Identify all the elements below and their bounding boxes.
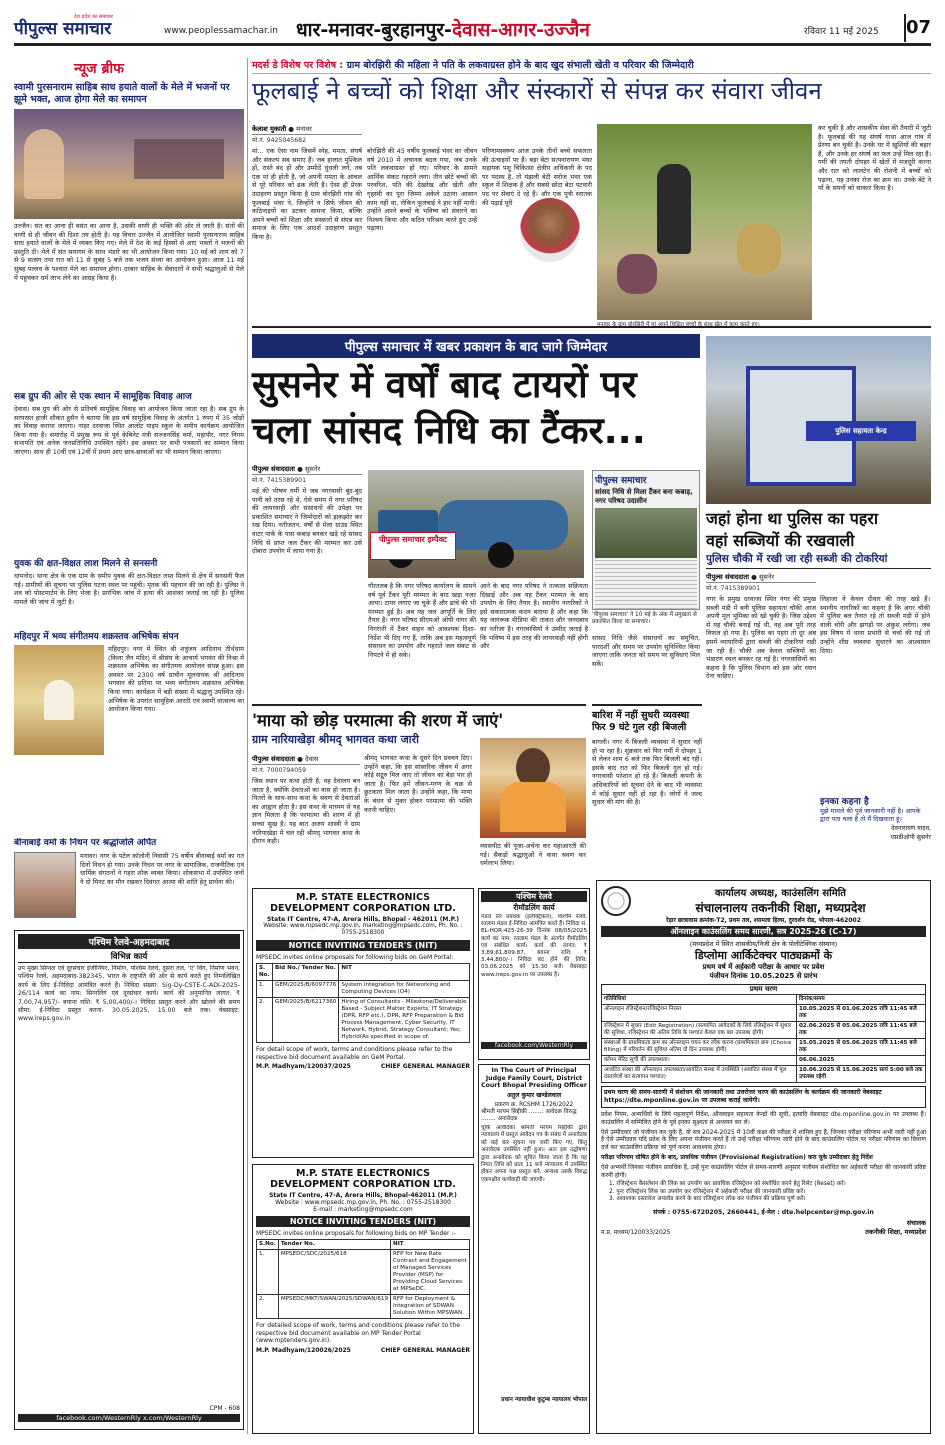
story1-portrait	[520, 198, 580, 262]
ad2-intro: MPSEDC invites online proposals for following bids on MP Tender :-	[256, 1230, 456, 1237]
tech-th-date: दिनांक/समय	[797, 995, 926, 1005]
ad1-th-bid: Bid No./ Tender No.	[273, 964, 339, 981]
story3-mobile: मो.नं. 7415389901	[706, 585, 761, 592]
story1-col2: बोरझिरी की 45 वर्षीय फूलबाई भंवर का जीवन वर्ष 2010 में अचानक बदल गया, जब उनके पति लकवाग्रस्त हो गए। परिवार के सामने आर्थिक संकट गहराने लगा। तीन छोटे बच्चों की परवरिश, पति की देखरेख और खेती और गृहस्थी का पूरा जिम्मा अकेले उठाना आसान काम नहीं था, लेकिन फूलबाई ने हार नहीं मानी। उन्होंने अपने बच्चों के भविष्य को संवारने का निश्चय किया और कठिन परिश्रम करते हुए उन्हें पढ़ाया।	[367, 147, 477, 233]
ad-mpsedc-mptender	[252, 1164, 474, 1434]
table-row: संस्थाओं के प्राथमिकता क्रम का ऑनलाइन चयन कर लॉक करना (प्राथमिकता क्रम (Choice filling) में परिवर्तन की सुविधा अंतिम दो दिन उपलब्ध होगी) 15.05.2025 से 05.06.2025 रात्रि 11:45 बजे तक	[602, 1039, 926, 1056]
story4-byline: पीपुल्स संवाददाता ● देवास	[252, 754, 360, 765]
story2-photo	[368, 470, 584, 578]
ad1-title: M.P. STATE ELECTRONICS DEVELOPMENT CORPORATION LTD.	[270, 892, 456, 914]
news-brief-label: न्यूज ब्रीफ	[74, 61, 124, 77]
column-rule	[247, 58, 248, 1434]
railway-ad-social: facebook.com/WesternRly x.com/WesternRly	[18, 1414, 240, 1422]
tech-title-2: संचालनालय तकनीकी शिक्षा, मध्यप्रदेश	[695, 901, 866, 915]
story1-photo	[597, 124, 812, 320]
story3-byline-place: सुसनेर	[758, 573, 775, 581]
rail2-body: मंडल रेल प्रबंधक (इलेक्ट्रिकल), पश्चिम रेलवे, रतलाम मंडल ई-निविदा आमंत्रित करते हैं। निविदा सं. EL-HQR-425-26-39 दिनांक 08/05/2025 कार्य का नाम: रतलाम मंडल के अंतर्गत रीमॉडलिंग एवं संबंधित कार्य। कार्य की लागत: ₹ 3,89,61,809.87, बयाना राशि: ₹ 3,44,800/-। निविदा बंद होने की तिथि: 03.06.2025 को 15.30 बजे। वेबसाइट www.ireps.gov.in पर उपलब्ध है।	[481, 914, 587, 978]
tech-sign-1: संचालक	[906, 1218, 926, 1227]
ad1-sign: CHIEF GENERAL MANAGER	[380, 1063, 470, 1070]
tech-contact: संपर्क : 0755-6720205, 2660441, ई-मेल : dte.helpcenter@mp.gov.in	[653, 1208, 874, 1216]
brief-5-headline: बीनाबाई वर्मा के निधन पर श्रद्धांजलि अर्पित	[14, 838, 157, 848]
tech-point-3: परीक्षा परिणाम घोषित होने के बाद, प्रावधिक पंजीयन (Provisional Registration) करा चुके उम्मीदवार हेतु निर्देश	[601, 1153, 873, 1161]
table-row: 1. GEM/2025/B/6097776 System Integration for Networking and Computing Devices (O4)	[257, 981, 470, 998]
ad2-address: State IT Centre, 47-A, Arera Hills, Bhopal-462011 (M.P.)	[269, 1192, 457, 1199]
story2-mobile: मो.नं. 7415389901	[252, 477, 307, 484]
story2-byline-place: सुसनेर	[304, 465, 321, 473]
story2-byline-name: पीपुल्स संवाददाता	[252, 465, 296, 473]
court-case: प्रकरण क्र. RCSHM 1726/2022	[494, 1101, 574, 1108]
story4-photo	[480, 738, 586, 838]
story2-col3: आने के बाद नगर परिषद ने तत्काल सक्रियता दिखाई और अब यह टैंकर मरम्मत के बाद उपयोग के लिए तैयार है। स्थानीय नागरिकों ने इसे सकारात्मक कदम बताया है और कहा कि यह जागरूक मीडिया की ताकत और जनदबाव का नतीजा है। नगरवासियों ने उम्मीद जताई है कि भविष्य में इस तरह की लापरवाही नहीं होगी और	[480, 582, 588, 651]
ad2-th-tender: Tender No.	[278, 1240, 390, 1250]
ad1-ref: M.P. Madhyam/120037/2025	[256, 1063, 351, 1070]
masthead	[14, 14, 931, 46]
story2-columns	[368, 582, 588, 694]
story2-col2: गौरतलब है कि नगर परिषद कार्यालय के सामने वर्ष पूर्व टैंकर पूरी मरम्मत के बाद खड़ा नज़र आया। टायर लगाए जा चुके हैं और ढांचे की भी मरम्मत हुई है। अब यह जल आपूर्ति के लिए तैयार है। नगर परिषद सीएमओ ओपी नागर की निगरानी में टैंकर वाहन को आवश्यक दिशा-निर्देश भी दिए गए हैं, ताकि अब इस महत्वपूर्ण संसाधन का उपयोग और गहराते जल संकट से निपटने में हो सके।	[368, 582, 476, 659]
tech-point-1: प्रवेश नियम, अभ्यर्थियों के लिये महत्वपूर्ण निर्देश, ऑनलाइन सहायता केन्द्रों की सूची, इत्यादि वेबसाइट dte.mponline.gov.in पर उपलब्ध हैं। काउंसलिंग में सम्मिलित होने के पूर्व इनका सूक्ष्मता से अध्ययन कर लें।	[601, 1111, 926, 1126]
story1-byline-name: केलाश मुकाती	[252, 125, 287, 133]
story3-col2: लिहाजा वे केवल दीवार की तरह खड़े हैं। स्थानीय नागरिकों का कहना है कि अगर चौकी में पुलिस बल तैनात रहे तो सब्जी मंडी में होने वाली चोरी और झगड़ों पर अंकुश लगेगा। जब इस विषय में थाना प्रभारी से चर्चा की गई तो उन्होंने शीघ्र व्यवस्था सुधारने का आश्वासन दिया।	[820, 595, 930, 655]
mp-emblem-icon	[601, 886, 631, 916]
brief-5-body: मनावर। नगर के पटेल कॉलोनी निवासी 75 वर्षीय बीनाबाई वर्मा का गत दिनों निधन हो गया। उनके निधन पर नगर के सामाजिक, राजनीतिक एवं धार्मिक संगठनों ने गहरा शोक व्यक्त किया। शोकसभा में उपस्थित जनों ने दो मिनट का मौन रखकर दिवंगत आत्मा की शांति हेतु प्रार्थना की।	[80, 852, 244, 886]
court-parties: श्रीमती मरयम सिद्दीकी ........ आवेदक विरुद्ध ........ अनावेदक	[481, 1108, 577, 1122]
table-row: आवंटित संस्था की ऑनलाइन उपलब्धता/आवंटित संस्था में उपस्थिति (आवंटित संस्था में मूल दस्तावेजों का सत्यापन पश्चात) 10.06.2025 से 15.06.2025 सायं 5:00 बजे तक उपलब्ध रहेगी	[602, 1066, 926, 1083]
clip-headline: सांसद निधि से मिला टैंकर बना कबाड़, नगर परिषद उदासीन	[595, 488, 693, 505]
story2-col4: सांसद निधि जैसे संसाधनों का समुचित, पारदर्शी और समय पर उपयोग सुनिश्चित किया जाएगा ताकि जनता को समय पर सुविधाएं मिल सकें।	[592, 634, 700, 668]
story1-col4: कर चुकी है और शासकीय सेवा की तैयारी में जुटी है। फूलबाई की यह संघर्ष गाथा आज गांव में प्रेरणा बन चुकी है। उनके घर में खुशियों की बहार है, और उनके हर संघर्ष का फल उन्हें मिल रहा है। गर्मी की तपती दोपहर में खेतों में मजदूरी करना और रात को लालटेन की रोशनी में बच्चों को पढ़ाना, यह उनका रोज का क्रम था। उनके बेटे ने माँ के सपनों को साकार किया है।	[818, 124, 931, 193]
ad2-th-sno: S.No.	[257, 1240, 279, 1250]
edition-title	[296, 16, 590, 42]
story2-clipping	[592, 470, 700, 610]
brief-5	[14, 838, 244, 924]
story3-photo	[706, 336, 931, 504]
court-judge: अतुल कुमार खण्डेलवाल	[506, 1091, 562, 1099]
tech-address: रेड़ार छात्रावास क्रमांक-T2, प्रथम तल, श्यामला हिल्स, दुरदर्शन रोड, भोपाल-462002	[666, 917, 861, 924]
story4-byline-place: देवास	[304, 755, 319, 763]
story1-col3: परिणामस्वरूप आज उनके तीनों बच्चे सफलता की ऊंचाइयों पर हैं। बड़ा बेटा सत्यनारायण भंवर सहायक पशु चिकित्सा क्षेत्रीय अधिकारी के पद पर पदस्थ है, तो मंझली बेटी सरोज भंवर एक स्कूल में शिक्षक है और सबसे छोटा बेटा पटवारी पद पर सेवाएं दे रहे हैं। और एक पुत्री स्नातक की पढ़ाई पूरी	[482, 147, 592, 207]
tech-schedule-title: ऑनलाइन काउंसलिंग समय सारणी, सत्र 2025-26 (C-17)	[601, 926, 926, 937]
website: www.peoplessamachar.in	[164, 26, 278, 36]
story4-col1: जिस स्थान पर कथा होती है, वह देवालय बन जाता है, क्योंकि देवताओं का वास हो जाता है। पितरों के साथ-साथ कथा के श्रवण से देवताओं का आह्वान होता है। इस कथा के माध्यम से यह ज्ञान मिलता है कि परमात्मा की शरण में ही सच्चा सुख है। यह बात अजय शास्त्री ने ग्राम नारियाखेड़ा में चल रही श्रीमद् भागवत कथा के दौरान कही।	[252, 777, 360, 846]
story1-mobile: मो.नं. 9425045682	[252, 137, 307, 144]
kehna-name: देवनारायण यादव,	[891, 825, 931, 832]
court-title: In The Court of Principal Judge Family Court, District Court Bhopal Presiding Officer	[481, 1067, 587, 1089]
ad2-website: Website : www.mpsedc.mp.gov.in, Ph. No. : 0755-2518300	[275, 1199, 451, 1206]
brief-1-headline: स्वामी पुरसनाराम साहिब साध हयाते वालों के मेले में भजनों पर झूमे भक्त, आज होगा मेले का समापन	[14, 82, 230, 105]
railway-ad-body: उप मुख्य सिग्नल एवं दूरसंचार इंजीनियर, निर्माण, पश्चिम रेलवे, दूसरा तल, 'ए' विंग, निर्माण भवन, पश्चिम रेलवे, अहमदाबाद-382345, भारत के राष्ट्रपति की ओर से कार्य करते हुए निम्नलिखित कार्य के लिए ई-निविदा आमंत्रित करते हैं। निविदा संख्या: Sig-Dy-CSTE-C-ADI-2025-26/114 कार्य का नाम: सिग्नलिंग एवं दूरसंचार कार्य। कार्य की अनुमानित लागत: ₹ 7,00,74,957/- बयाना राशि: ₹ 5,00,400/-। निविदा प्रस्तुत करने और खोलने की समय सीमा: ई-निविदा प्रस्तुत करना- 30.05.2025, 15.00 बजे तक। वेबसाइट: www.ireps.gov.in	[18, 965, 240, 1023]
table-row: ऑनलाइन रजिस्ट्रेशन/रजिस्ट्रेशन निरस्त 10.05.2025 से 01.06.2025 रात्रि 11:45 बजे तक	[602, 1005, 926, 1022]
ad-mpsedc-gem	[252, 888, 474, 1158]
brief-1-photo	[14, 109, 244, 219]
story1-byline: केलाश मुकाती ● मनावर	[252, 124, 362, 135]
story5-body: बागली। नगर में बिजली व्यवस्था में सुधार नहीं हो पा रहा है। शुक्रवार को फिर गर्मी में दोपहर 1 से लेकर शाम 6 बजे तक फिर बिजली बंद रही। इसके बाद रात को फिर बिजली गुल हो गई। नगरवासी परेशान हो रहे हैं। बिजली कंपनी के अधिकारियों को सूचना देने के बाद भी व्यवस्था में कोई सुधार नहीं हो रहा है। लोगों ने जल्द सुधार की मांग की है।	[592, 738, 702, 807]
ad2-ref: M.P. Madhyam/120026/2025	[256, 1346, 351, 1354]
tech-note: (मध्यप्रदेश में स्थित शासकीय/निजी क्षेत्र के पोलीटेक्निक संस्थान)	[689, 940, 838, 948]
story2-clip-caption: 'पीपुल्स समाचार' ने 10 मई के अंक में प्रमुखता से प्रकाशित किया था समाचार।	[592, 612, 697, 626]
ad2-th-nit: NIT	[391, 1240, 470, 1250]
rail2-title: पश्चिम रेलवे	[481, 891, 587, 902]
tech-schedule-table	[601, 994, 926, 1083]
story-tanker	[252, 334, 700, 696]
story4-headline: 'माया को छोड़ परमात्मा की शरण में जाएं'	[252, 711, 504, 730]
story2-col1: मई की भीषण गर्मी में जब नगरवासी बूंद-बूंद पानी को तरस रहे थे, ऐसे समय में नगर परिषद की लापरवाही और संसाधनों की उपेक्षा पर प्रकाशित समाचार ने जिम्मेदारों को झकझोर कर रख दिया। नतीजतन, वर्षों से मेला ग्राउंड स्थित वाटर पार्क के पास कबाड़ बनकर खड़े रहे सांसद निधि से प्राप्त जल टैंकर की मरम्मत कर उसे दोबारा उपयोग में लाया गया है।	[252, 487, 362, 556]
rail2-subtitle: रीमॉडलिंग कार्य	[513, 903, 555, 912]
tech-sub-3: 3. आवश्यक दस्तावेज अपलोड करने के बाद रजिस्ट्रेशन लॉक कर पंजीयन की प्रक्रिया पूर्ण करें।	[609, 1196, 806, 1203]
court-notice	[478, 1064, 590, 1434]
tech-sub-1: 1. रजिस्ट्रेशन कैंसलेशन की लिंक का उपयोग कर प्रावधिक रजिस्ट्रेशन को संशोधित करने हेतु रिसेट (Reset) करें।	[609, 1181, 846, 1188]
tech-title-1: कार्यालय अध्यक्ष, काउंसलिंग समिति	[715, 888, 846, 899]
kehna-text: मुझे मामले की पूर्व जानकारी नहीं है। आपके द्वारा पता चला है तो मैं दिखवाता हूं।	[820, 807, 921, 823]
brief-2-headline: सब ग्रुप की ओर से एक स्थान में सामूहिक विवाह आज	[14, 392, 192, 402]
story2-byline: पीपुल्स संवाददाता ● सुसनेर	[252, 464, 362, 475]
court-body: चूंकि आवेदिका श्रीमती मरयम सिद्दीकी द्वारा न्यायालय में प्रस्तुत आवेदन पत्र के संबंध में अनावेदक को कई बार सूचना पत्र जारी किए गए, किंतु अनावेदक उपस्थित नहीं हुआ। अतः इस उद्घोषणा द्वारा अनावेदक को सूचित किया जाता है कि वह नियत तिथि को प्रातः 11 बजे न्यायालय में उपस्थित होकर अपना पक्ष प्रस्तुत करे, अन्यथा उसके विरुद्ध एकपक्षीय कार्यवाही की जाएगी।	[481, 1124, 587, 1183]
clip-lines	[595, 560, 697, 610]
news-brief-column	[14, 58, 244, 838]
story1-photo-caption: मनावर के ग्राम बोरझिरी में मां अपने शिक्षित बच्चों के साथ खेत में काम करते हुए।	[597, 322, 760, 328]
brief-4-photo	[14, 645, 104, 755]
brief-1-body: उज्जैन। संत का आना ही वसंत का आना है, उसकी वाणी ही भक्ति की ओर ले जाती है। संतों की वाणी से ही जीवन की दिशा तय होती है। यह विचार उज्जैन में आयोजित स्वामी पुरसनाराम साहिब साध हयाते वालों के मेले में व्यक्त किए गए। मेले में देश के कई हिस्सों से आए भक्तों ने भजनों की प्रस्तुति दी। मेले में संत समागम के साथ भंडारे का भी आयोजन किया गया। 10 मई को शाम को 7 से 9 सत्संग तथा रात को 11 से सुबह 5 बजे तक भजन संध्या का आयोजन हुआ। आज 11 मई सुबह पल्लव के पश्चात मेले का समापन होगा। दरबार साहिब के सेवादारों ने सभी श्रद्धालुओं से मेले में पहुंचकर धर्म लाभ लेने का आग्रह किया है।	[14, 222, 244, 282]
tech-diploma-sub: प्रथम वर्ष में अर्हकारी परीक्षा के आधार पर प्रवेश	[702, 963, 825, 971]
clip-logo: पीपुल्स समाचार	[595, 476, 647, 486]
rail2-social: facebook.com/WesternRly	[481, 1042, 587, 1049]
story3-col1: नगर के प्रमुख दरवाजा स्थित नगर की प्रमुख सब्जी मंडी में बनी पुलिस सहायता चौकी आज अपनी मूल भूमिका को खो चुकी है। जिस उद्देश्य से यह चौकी बनाई गई थी, वह अब पूरी तरह विफल हो गया है। पुलिस का पहरा तो दूर अब इसमें व्यापारियों द्वारा सब्जी की टोकरियां रखी जा रही हैं। चौकी अब केवल सब्जियों का भंडारण स्थल बनकर रह गई है। नगरवासियों का कहना है कि पुलिस विभाग को इस ओर ध्यान देना चाहिए।	[706, 595, 816, 681]
tech-diploma: डिप्लोमा आर्किटेक्चर पाठ्यक्रमों के	[694, 949, 833, 962]
table-row: 1. MPSEDC/SDC/2025/618 RFP for New Rate Contract and Engagement of Managed Services Provider (MSP) for Providing Cloud Services at MPSeDC.	[257, 1250, 470, 1295]
story3-headline-1: जहां होना था पुलिस का पहरा	[706, 509, 878, 528]
kehna-post: एसडीओपी सुसनेर	[890, 834, 931, 841]
tech-info: प्रथम चरण की समय-सारणी में संशोधन की जानकारी तथा उत्तरोत्तर चरण की काउंसलिंग के कार्यक्रम की जानकारी वेबसाइट https://dte.mponline.gov.in पर उपलब्ध कराई जायेगी।	[601, 1086, 926, 1108]
issue-date: रविवार 11 मई 2025	[804, 27, 879, 37]
tech-ref: म.प्र. माध्यम/120033/2025	[601, 1228, 671, 1236]
story1-kicker-label: मदर्स डे विशेष पर विशेष :	[252, 60, 344, 71]
impact-label-text: पीपुल्स समाचार इम्पैक्ट	[379, 535, 447, 544]
brief-3-headline: युवक की क्षत-विक्षत लाश मिलने से सनसनी	[14, 559, 158, 569]
table-row: 2. MPSEDC/MKT/SWAN/2025/SDWAN/619 RFP for Deployment & Integration of SDWAN Solution Within MPSWAN.	[257, 1295, 470, 1319]
story2-banner: पीपुल्स समाचार में खबर प्रकाशन के बाद जागे जिम्मेदार	[252, 334, 700, 358]
story1-col1: मां... एक ऐसा नाम जिसमें स्नेह, ममता, संघर्ष और संकल्प सब समाए हैं। जब हालात मुश्किल हों, रास्ते बंद हों और उम्मीदें धुंधली लगें, तब एक मां ही होती है, जो अपनी ममता के आंचल से पूरे परिवार को ढक लेती है। ऐसा ही प्रेरक उदाहरण प्रस्तुत किया है ग्राम बोरझिरी गांव की फूलबाई भंवर ने, जिन्होंने न सिर्फ जीवन की कठिनाइयों का डटकर सामना किया, बल्कि अपने बच्चों को शिक्षा और संस्कारों से संपन्न कर समाज के लिए एक आदर्श उदाहरण प्रस्तुत किया है।	[252, 147, 362, 241]
tech-point-2: ऐसे उम्मीदवार जो पंजीयन कर चुके हैं, वो सत्र 2024-2025 में 10वीं कक्षा की परीक्षा में शामिल हुए हैं, जिनका परीक्षा परिणाम अभी जारी नहीं हुआ है ऐसे उम्मीदवार यदि प्रवेश के लिए अपना पंजीयन करते हैं तो उन्हें परीक्षा परिणाम जारी होने के बाद काउंसलिंग पोर्टल पर परीक्षा परिणाम का विवरण दर्ज कर काउंसलिंग प्रक्रिया को पूर्ण करना आवश्यक होगा।	[601, 1128, 926, 1152]
story1-headline: फूलबाई ने बच्चों को शिक्षा और संस्कारों से संपन्न कर संवारा जीवन	[252, 77, 822, 105]
ad1-address: State IT Centre, 47-A, Arera Hills, Bhopal - 462011 (M.P.)	[266, 916, 460, 923]
clip-photo	[595, 508, 697, 558]
tech-point-4: ऐसे अभ्यर्थी जिनका पंजीयन प्रावधिक है, उन्हें पुनः काउंसलिंग पोर्टल से समय-सारणी अनुसार पंजीयन संशोधित कर अर्हकारी परीक्षा की जानकारी प्रविष्ट करनी होगी।	[601, 1163, 926, 1179]
story2-headline: सुसनेर में वर्षों बाद टायरों पर चला सांसद निधि का टैंकर...	[252, 363, 646, 452]
ad-technical-education	[596, 880, 931, 1434]
story3-headline-2: वहां सब्जियों की रखवाली	[706, 531, 855, 550]
story5-headline: बारिश में नहीं सुधरी व्यवस्था फिर 9 घंटे गुल रही बिजली	[592, 710, 690, 733]
tech-sub-2: 2. पुनः रजिस्ट्रेशन लिंक का उपयोग कर रजिस्ट्रेशन में अर्हकारी परीक्षा की जानकारी प्रविष्ट करें।	[609, 1188, 806, 1195]
story1-kicker-text: ग्राम बोरझिरी की महिला ने पति के लकवाग्रस्त होने के बाद खुद संभाली खेती व परिवार की जिम्मेदारी	[346, 60, 694, 71]
story4-byline-name: पीपुल्स संवाददाता	[252, 755, 296, 763]
ad2-table	[256, 1239, 470, 1319]
tech-sign-2: तकनीकी शिक्षा, मध्यप्रदेश	[865, 1227, 926, 1236]
kehna-label: इनका कहना है	[820, 797, 869, 807]
story-electricity	[592, 704, 702, 884]
story3-byline-name: पीपुल्स संवाददाता	[706, 573, 750, 581]
story4-subhead: ग्राम नारियाखेड़ा श्रीमद् भागवत कथा जारी	[252, 733, 419, 746]
ad2-email: E-mail : marketing@mpsedc.com	[313, 1206, 413, 1213]
brief-4-headline: महिदपुर में भव्य संगीतमय शक्रस्तव अभिषेक संपन	[14, 632, 179, 642]
edition-red: देवास-आगर-उज्जैन	[451, 19, 590, 41]
story4-mobile: मो.नं. 7000794059	[252, 767, 307, 774]
tech-reg-date: पंजीयन दिनांक 10.05.2025 से प्रारंभ	[709, 972, 818, 980]
ad1-th-sno: S. No.	[257, 964, 273, 981]
story1-byline-place: मनावर	[296, 125, 312, 133]
tech-th-activity: गतिविधियां	[602, 995, 797, 1005]
tech-phase: प्रथम चरण	[601, 984, 926, 994]
logo-tagline: देश प्रदेश का समाचार	[74, 14, 114, 20]
impact-label	[370, 532, 456, 560]
brief-3-body: धामनोद। थाना क्षेत्र के एक ग्राम के समीप युवक की क्षत-विक्षत लाश मिलने से क्षेत्र में सनसनी फैल गई। ग्रामीणों की सूचना पर पुलिस घटना स्थल पर पहुंची। मृतक की पहचान की जा रही है। पुलिस ने शव को पोस्टमार्टम के लिए भेजा है। प्रारंभिक जांच में हत्या की आशंका जताई जा रही है। पुलिस मामले की जांच में जुटी है।	[14, 572, 244, 606]
brief-2-body: देवास। सब ग्रुप की ओर से प्रतिवर्ष सामूहिक विवाह का आयोजन किया जाता रहा है। सब ग्रुप के सरपरस्त हाजी शौकत हुसैन ने बताया कि इस वर्ष सामूहिक विवाह के अंतर्गत 1 रुपए में 35 जोड़ों का विवाह कराया जाएगा। नाहर दरवाजा स्थित आलोट पाइप स्कूल के समीप कार्यक्रम आयोजित किया गया है। समारोह में प्रमुख रूप से पूर्व केबिनेट मंत्री सज्जनसिंह वर्मा, महापौर, नगर निगम सभापति एवं अनेक जनप्रतिनिधि उपस्थित रहेंगे। इस अवसर पर सभी पत्रकारों का सम्मान किया जाएगा। साथ ही 10वीं एवं 12वीं में प्रथम आए छात्र-छात्राओं का भी सम्मान किया जाएगा।	[14, 405, 244, 456]
ad2-notice: NOTICE INVITING TENDERS (NIT)	[256, 1216, 470, 1227]
kehna-box	[820, 794, 931, 856]
ad1-notice: NOTICE INVITING TENDER'S (NIT)	[256, 940, 470, 951]
logo	[14, 14, 164, 42]
ad1-footer: For detail scope of work, terms and conditions please refer to the respective bid document available on GeM Portal.	[256, 1046, 453, 1061]
story3-byline: पीपुल्स संवाददाता ● सुसनेर	[706, 572, 816, 583]
story1-kicker	[252, 58, 931, 74]
story4-col3: व्यासपीठ की पूजा-अर्चना कर महाआरती की गई। सैकड़ों श्रद्धालुओं ने कथा श्रवण कर धर्मलाभ लिया।	[480, 842, 586, 868]
ad1-intro: MPSEDC invites online proposals for following bids on GeM Portal:	[256, 954, 454, 961]
table-row: 2. GEM/2025/B/6217360 Hiring of Consultants - Milestone/Deliverable Based - Subject Matter Experts; IT Strategy (DPR, RFP etc.), DPR, RFP Preparation & Bid Process Management, Cyber Security, IT Network, Hybrid, Strategy Consultant; Yes; Hybrid(As specified in scope of.	[257, 998, 470, 1043]
railway-ad	[14, 930, 244, 1430]
table-row: कॉमन मेरिट सूची की उपलब्धता। 06.06.2025	[602, 1056, 926, 1066]
ad1-website: Website: www.mpsedc.mp.gov.in, marketing@mpsedc.com, Ph. No. : 0755-2518300	[263, 923, 463, 936]
table-row: रजिस्ट्रेशन में सुधार (Edit Registration) (सत्यापित आवेदकों के लिये रजिस्ट्रेशन में सुधार की सुविधा, रजिस्ट्रेशन की अंतिम तिथि के पश्चात केवल एक बार उपलब्ध होगी) 02.06.2025 से 05.06.2025 रात्रि 11:45 बजे तक	[602, 1022, 926, 1039]
ad2-footer: For detailed scope of work, terms and conditions please refer to the respective bid document available on MP Tender Portal (www.mptenders.gov.in).	[256, 1322, 460, 1344]
ad1-th-nit: NIT	[339, 964, 470, 981]
edition-main: धार-मनावर-बुरहानपुर-	[296, 19, 452, 41]
logo-text: पीपुल्स समाचार	[14, 19, 112, 39]
story2-body-left	[252, 464, 362, 694]
brief-5-photo	[14, 852, 76, 918]
story-police-booth	[706, 336, 931, 856]
brief-4-body: महिदपुर। नगर में स्थित श्री शत्रुंजय आदिनाथ तीर्थधाम (किला जैन मंदिर) में श्रीसंघ के आचार्य भगवंत की निश्रा में शक्रस्तव अभिषेक का संगीतमय आयोजन संपन्न हुआ। इस अवसर पर 2300 वर्ष प्राचीन मूलनायक श्री आदिनाथ भगवान की प्रतिमा पर भव्य संगीतमय शक्रस्तव अभिषेक किया गया। कार्यक्रम में बड़ी संख्या में श्रद्धालु उपस्थित रहे। अभिषेक के उपरांत सामूहिक आरती एवं स्वामी वात्सल्य का आयोजन किया गया।	[108, 645, 244, 714]
story-mothers-day	[252, 58, 931, 328]
ad1-table	[256, 963, 470, 1043]
railway-ad-subtitle: विभिन्न कार्य	[18, 951, 240, 963]
ad2-sign: CHIEF GENERAL MANAGER	[380, 1346, 470, 1354]
page-number: 07	[904, 14, 931, 42]
railway-ad-title: पश्चिम रेलवे-अहमदाबाद	[18, 934, 240, 949]
story4-col2: श्रीमद् भागवत कथा के दूसरे दिन प्रवचन दिए। उन्होंने कहा, कि इस सांसारिक जीवन में अगर कोई सद्गुरु मिल जाए तो जीवन का बेड़ा पार हो जाता है। फिर हमें जीवन-मरण के चक्र से छुटकारा मिल जाता है। उन्होंने कहा, कि माया के बंधन से मुक्त होकर परमात्मा की भक्ति करनी चाहिए।	[364, 754, 472, 814]
ad2-title: M.P. STATE ELECTRONICS DEVELOPMENT CORPORATION LTD.	[270, 1168, 456, 1190]
court-sign: प्रधान न्यायाधीश कुटुम्ब न्यायालय भोपाल	[501, 1396, 587, 1403]
booth-sign: पुलिस सहायता केन्द्र	[806, 421, 916, 441]
ad-railway-remodel	[478, 888, 590, 1060]
railway-ad-footer: CPM - 608	[209, 1405, 240, 1412]
story3-subhead: पुलिस चौकी में रखी जा रही सब्जी की टोकरियां	[706, 552, 931, 569]
